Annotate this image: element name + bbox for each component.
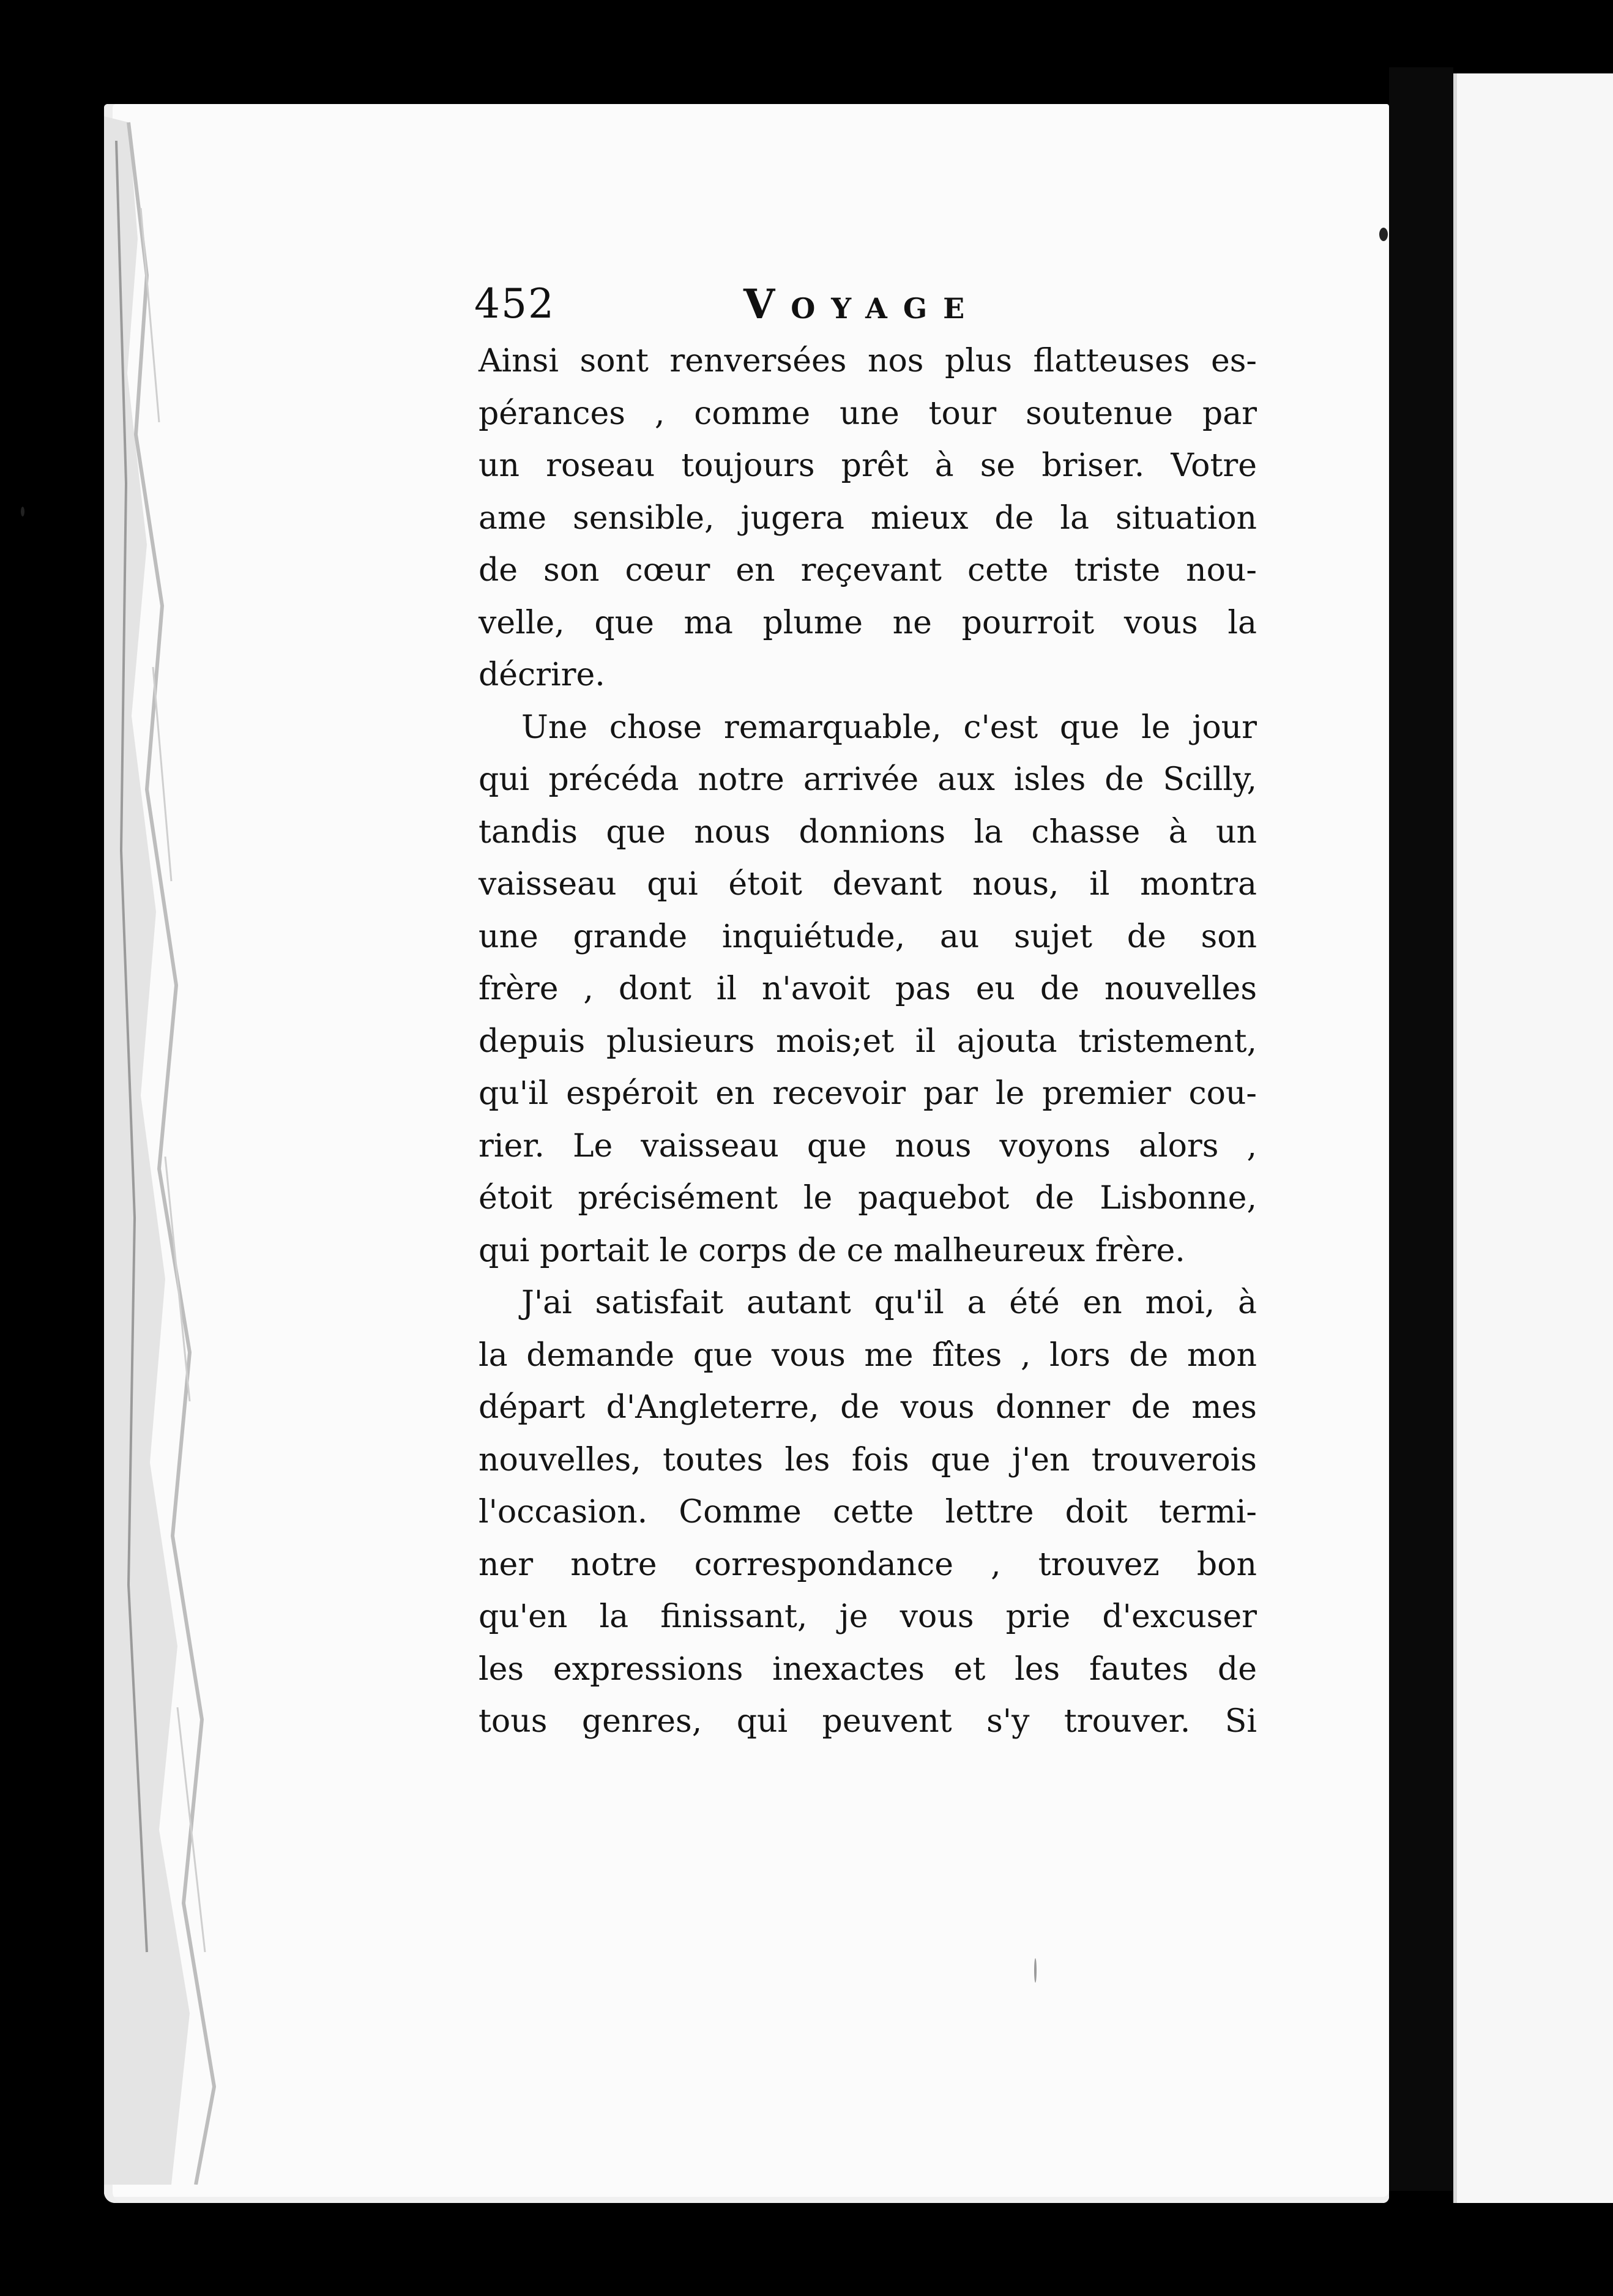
text-line: les expressions inexactes et les fautes de [479, 1650, 1257, 1688]
text-line: Ainsi sont renversées nos plus flatteuses es- [479, 343, 1257, 379]
text-line: départ d'Angleterre, de vous donner de mes [479, 1389, 1257, 1426]
text-line: un roseau toujours prêt à se briser. Votre [479, 447, 1257, 484]
text-line: décrire. [479, 657, 605, 693]
text-line: rier. Le vaisseau que nous voyons alors , [479, 1127, 1257, 1165]
text-line: de son cœur en reçevant cette triste nou- [479, 552, 1257, 589]
text-line: tous genres, qui peuvent s'y trouver. Si [479, 1703, 1257, 1740]
worn-page-edge [104, 116, 275, 2185]
text-line: la demande que vous me fîtes , lors de mon [479, 1336, 1257, 1374]
text-line: ame sensible, jugera mieux de la situation [479, 499, 1257, 537]
text-line: qu'il espéroit en recevoir par le premier cou- [479, 1075, 1257, 1112]
text-line: une grande inquiétude, au sujet de son [479, 918, 1257, 955]
ink-speck [21, 507, 24, 516]
text-line: qui portait le corps de ce malheureux frère. [479, 1232, 1185, 1269]
book-page-right [1453, 73, 1613, 2203]
text-line: depuis plusieurs mois;et il ajouta tristement, [479, 1023, 1257, 1060]
body-text [479, 335, 1257, 1748]
text-line: l'occasion. Comme cette lettre doit termi- [479, 1494, 1257, 1530]
text-line: qu'en la finissant, je vous prie d'excuser [479, 1598, 1257, 1635]
text-line: velle, que ma plume ne pourroit vous la [479, 604, 1257, 641]
text-line: nouvelles, toutes les fois que j'en trouverois [479, 1441, 1257, 1478]
running-title: Voyage [743, 280, 981, 328]
ink-speck [1034, 1958, 1037, 1983]
text-line: étoit précisément le paquebot de Lisbonne, [479, 1180, 1257, 1217]
running-head [474, 277, 1288, 332]
text-line: Une chose remarquable, c'est que le jour [521, 709, 1257, 746]
text-line: ner notre correspondance , trouvez bon [479, 1546, 1257, 1583]
ink-speck [1379, 228, 1388, 241]
text-line: qui précéda notre arrivée aux isles de Scilly, [479, 761, 1257, 798]
text-line: frère , dont il n'avoit pas eu de nouvelles [479, 971, 1257, 1007]
text-line: pérances , comme une tour soutenue par [479, 395, 1257, 432]
text-line: tandis que nous donnions la chasse à un [479, 813, 1257, 851]
text-line: J'ai satisfait autant qu'il a été en moi, à [521, 1284, 1257, 1321]
text-line: vaisseau qui étoit devant nous, il montra [479, 866, 1257, 903]
page-number: 452 [474, 280, 555, 327]
book-gutter [1389, 67, 1453, 2191]
